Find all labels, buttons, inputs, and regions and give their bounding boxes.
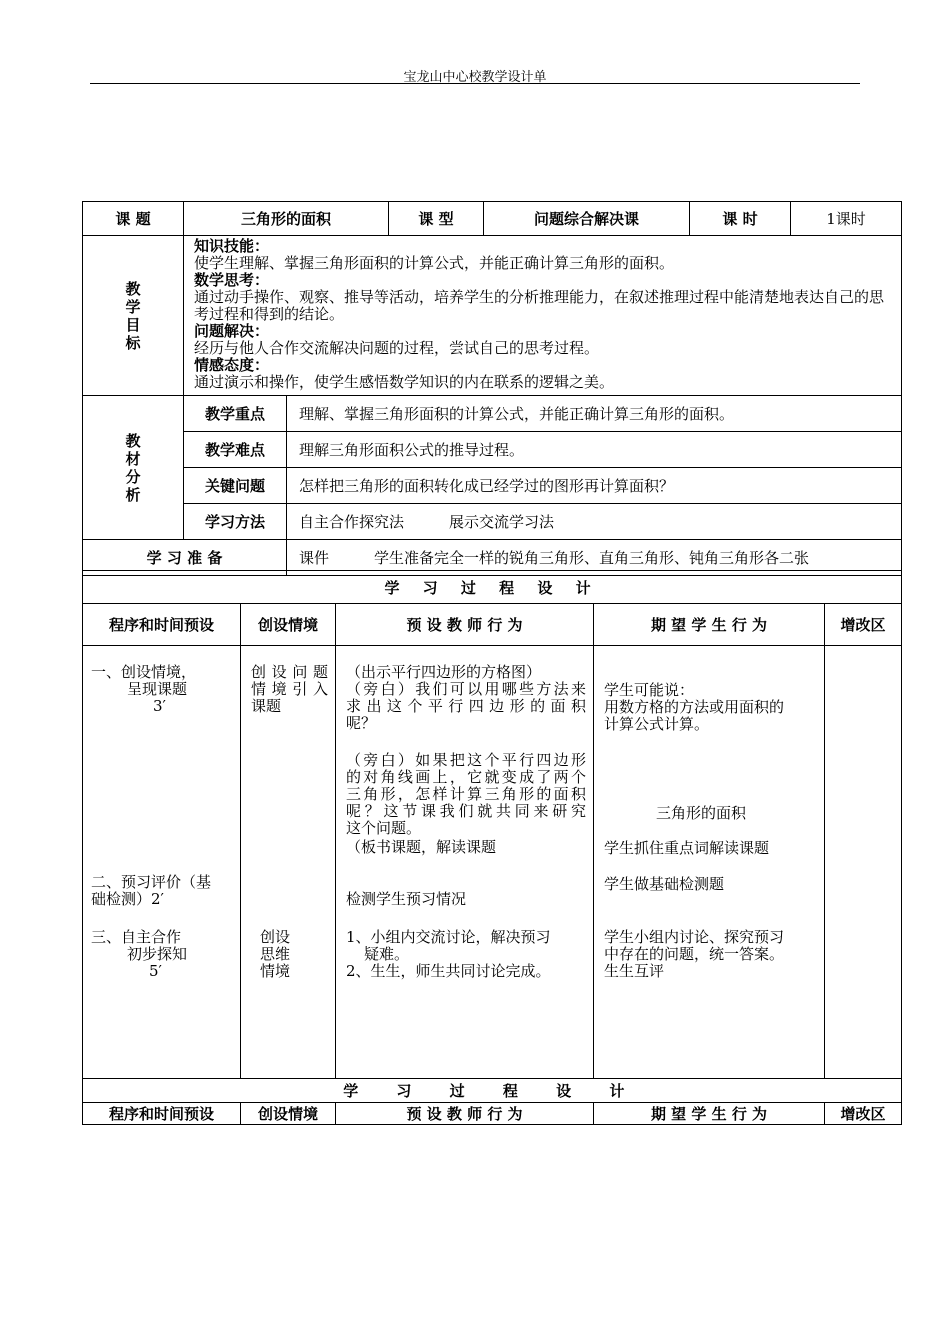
preparation-label: 学 习 准 备 — [83, 540, 287, 576]
column-header: 创设情境 — [241, 604, 336, 646]
type-value: 问题综合解决课 — [484, 202, 690, 236]
process-header-row-2 — [83, 1103, 902, 1125]
column-header: 增改区 — [825, 1103, 902, 1125]
analysis-row — [83, 468, 902, 504]
objective-text: 通过动手操作、观察、推导等活动，培养学生的分析推理能力，在叙述推理过程中能清楚地表达自己的思考过程和得到的结论。 — [194, 288, 885, 323]
teacher-line: 这个问题。 — [346, 819, 422, 837]
analysis-label: 教 材 分 析 — [83, 396, 184, 540]
column-header: 预 设 教 师 行 为 — [336, 1103, 594, 1125]
revision-column — [825, 646, 902, 1079]
analysis-row-label: 学习方法 — [184, 504, 287, 540]
student-line: 计算公式计算。 — [604, 715, 710, 733]
column-header: 创设情境 — [241, 1103, 336, 1125]
analysis-row — [83, 396, 902, 432]
column-header: 程序和时间预设 — [83, 1103, 241, 1125]
student-line: 中存在的问题，统一答案。 — [604, 945, 785, 963]
column-header: 预 设 教 师 行 为 — [336, 604, 594, 646]
teacher-line: 1、小组内交流讨论，解决预习 — [346, 928, 551, 946]
hours-value: 1课时 — [791, 202, 902, 236]
step-2-line2: 础检测）2′ — [91, 890, 164, 908]
student-line: 学生小组内讨论、探究预习 — [604, 928, 785, 946]
analysis-row-value: 理解三角形面积公式的推导过程。 — [287, 432, 902, 468]
teacher-line: 求出这个平行四边形的面积 — [346, 697, 586, 715]
process-table — [82, 570, 902, 1125]
student-column — [594, 646, 825, 1079]
step-1-line2: 呈现课题 — [127, 680, 188, 698]
process-body-row — [83, 646, 902, 1079]
document-header: 宝龙山中心校教学设计单 — [403, 70, 547, 85]
student-line: 用数方格的方法或用面积的 — [604, 698, 785, 716]
type-label: 课 型 — [389, 202, 484, 236]
analysis-row-label: 关键问题 — [184, 468, 287, 504]
situation-b1: 创设 — [260, 928, 291, 946]
analysis-row — [83, 432, 902, 468]
column-header: 程序和时间预设 — [83, 604, 241, 646]
column-header: 增改区 — [825, 604, 902, 646]
objective-heading: 情感态度： — [194, 356, 270, 374]
teacher-line: 呢？ — [346, 714, 377, 732]
teacher-column — [336, 646, 594, 1079]
student-line: 学生抓住重点词解读课题 — [604, 839, 770, 857]
teacher-line: （旁白）我们可以用哪些方法来 — [346, 680, 586, 698]
step-1-time: 3′ — [153, 697, 166, 715]
process-title-2: 学 习 过 程 设 计 — [83, 1079, 902, 1103]
situation-b3: 情境 — [260, 962, 291, 980]
objective-text: 使学生理解、掌握三角形面积的计算公式，并能正确计算三角形的面积。 — [194, 254, 675, 272]
objective-text: 经历与他人合作交流解决问题的过程，尝试自己的思考过程。 — [194, 339, 600, 357]
teacher-line: （出示平行四边形的方格图） — [346, 663, 542, 681]
situation-a1: 创设问题 — [251, 663, 328, 681]
student-line: 学生做基础检测题 — [604, 875, 725, 893]
student-line: 三角形的面积 — [656, 804, 747, 822]
lesson-info-table — [82, 201, 902, 576]
teacher-line: 疑难。 — [364, 945, 410, 963]
step-1-line1: 一、创设情境， — [91, 663, 197, 681]
header-rule — [90, 83, 860, 84]
analysis-row-value: 怎样把三角形的面积转化成已经学过的图形再计算面积？ — [287, 468, 902, 504]
step-3-line2: 初步探知 — [127, 945, 188, 963]
teacher-line: （板书课题，解读课题 — [346, 838, 497, 856]
teacher-line: 2、生生，师生共同讨论完成。 — [346, 962, 551, 980]
objective-heading: 问题解决： — [194, 322, 270, 340]
process-header-row — [83, 604, 902, 646]
teacher-line: 呢？这节课我们就共同来研究 — [346, 802, 586, 820]
situation-a2: 情境引入 — [251, 680, 328, 698]
preparation-value: 课件 学生准备完全一样的锐角三角形、直角三角形、钝角三角形各二张 — [287, 540, 902, 576]
objectives-content — [184, 236, 902, 396]
step-3-time: 5′ — [149, 962, 162, 980]
column-header: 期 望 学 生 行 为 — [594, 604, 825, 646]
student-line: 生生互评 — [604, 962, 665, 980]
situation-b2: 思维 — [260, 945, 291, 963]
step-2-line1: 二、预习评价（基 — [91, 873, 212, 891]
situation-column — [241, 646, 336, 1079]
objective-text: 通过演示和操作，使学生感悟数学知识的内在联系的逻辑之美。 — [194, 373, 615, 391]
situation-a3: 课题 — [251, 697, 282, 715]
analysis-row-label: 教学重点 — [184, 396, 287, 432]
teacher-line: （旁白）如果把这个平行四边形 — [346, 751, 586, 769]
procedure-column — [83, 646, 241, 1079]
student-line: 学生可能说： — [604, 681, 695, 699]
process-title: 学 习 过 程 设 计 — [83, 571, 902, 604]
topic-label: 课 题 — [83, 202, 184, 236]
analysis-row — [83, 504, 902, 540]
process-title-row — [83, 571, 902, 604]
hours-label: 课 时 — [690, 202, 791, 236]
step-3-line1: 三、自主合作 — [91, 928, 182, 946]
objective-heading: 数学思考： — [194, 271, 270, 289]
analysis-row-label: 教学难点 — [184, 432, 287, 468]
teacher-line: 三角形，怎样计算三角形的面积 — [346, 785, 586, 803]
analysis-row-value: 自主合作探究法 展示交流学习法 — [287, 504, 902, 540]
teacher-line: 检测学生预习情况 — [346, 890, 467, 908]
column-header: 期 望 学 生 行 为 — [594, 1103, 825, 1125]
topic-value: 三角形的面积 — [184, 202, 389, 236]
analysis-row-value: 理解、掌握三角形面积的计算公式，并能正确计算三角形的面积。 — [287, 396, 902, 432]
teacher-line: 的对角线画上，它就变成了两个 — [346, 768, 586, 786]
objectives-row — [83, 236, 902, 396]
objectives-label: 教 学 目 标 — [83, 236, 184, 396]
topic-row — [83, 202, 902, 236]
objective-heading: 知识技能： — [194, 237, 270, 255]
process-title-row-2 — [83, 1079, 902, 1103]
